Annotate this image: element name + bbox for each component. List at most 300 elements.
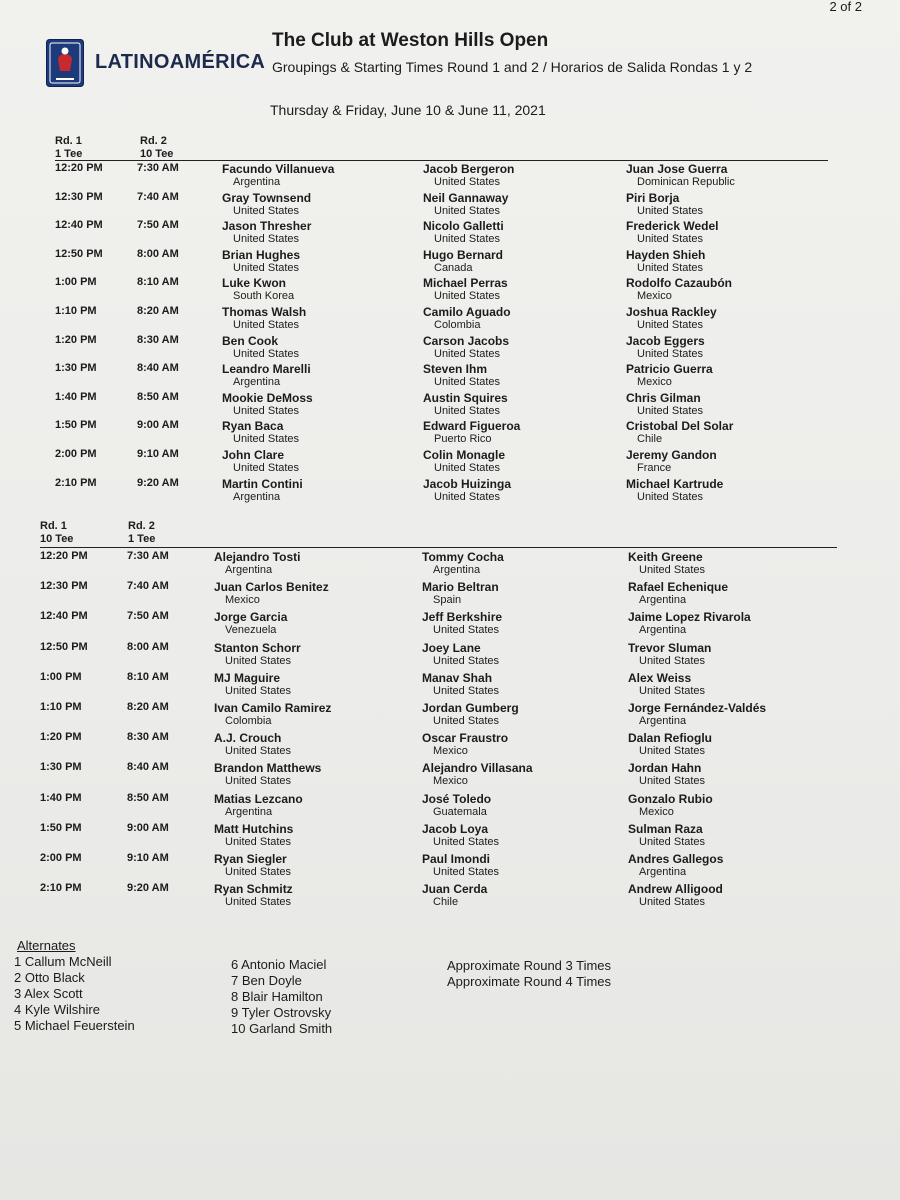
alternate-item: 10 Garland Smith <box>231 1021 333 1036</box>
player-name: Steven Ihm <box>423 362 488 377</box>
player-name: Neil Gannaway <box>423 190 509 205</box>
player-country: United States <box>434 347 501 360</box>
rd1-tee-label: 10 Tee <box>40 533 74 545</box>
group-row <box>0 276 900 305</box>
player-entry <box>423 162 633 188</box>
player-entry <box>422 822 632 848</box>
player-entry <box>626 276 836 302</box>
player-entry <box>222 305 432 331</box>
player-name: Jacob Loya <box>422 821 489 836</box>
group-row <box>0 391 900 420</box>
player-country: France <box>637 462 672 474</box>
round1-time: 1:30 PM <box>40 761 82 774</box>
group-row <box>0 671 900 700</box>
group-row <box>0 448 900 477</box>
player-name: Ryan Siegler <box>214 852 287 866</box>
player-entry <box>423 477 633 503</box>
player-entry <box>422 671 632 697</box>
player-entry <box>423 219 633 245</box>
player-country: United States <box>434 376 501 389</box>
player-entry <box>422 761 632 787</box>
player-country: United States <box>433 624 500 637</box>
player-country: Argentina <box>639 624 687 637</box>
round2-time: 8:00 AM <box>137 247 179 260</box>
group-row <box>0 305 900 334</box>
player-country: United States <box>434 404 501 417</box>
player-name: Gray Townsend <box>222 190 312 205</box>
player-country: United States <box>639 564 706 576</box>
player-entry <box>628 792 838 818</box>
player-country: United States <box>233 204 300 217</box>
round1-time: 12:20 PM <box>40 550 88 562</box>
section1-rd1-header <box>55 135 82 161</box>
alternate-item: 4 Kyle Wilshire <box>14 1002 100 1017</box>
round1-time: 12:40 PM <box>40 610 88 623</box>
round2-time: 8:40 AM <box>137 362 179 375</box>
round1-time: 2:10 PM <box>55 476 97 489</box>
round2-time: 9:00 AM <box>137 419 179 432</box>
player-name: Andrew Alligood <box>628 882 723 897</box>
player-name: Mario Beltran <box>422 580 499 595</box>
alternates-title: Alternates <box>17 938 76 953</box>
sheet-subtitle: Groupings & Starting Times Round 1 and 2 / Horarios de Salida Rondas 1 y 2 <box>272 59 753 75</box>
round1-time: 12:50 PM <box>55 247 103 260</box>
player-country: United States <box>637 204 704 217</box>
player-entry <box>423 391 633 417</box>
player-name: Jordan Hahn <box>628 761 702 776</box>
round2-time: 9:20 AM <box>137 476 179 489</box>
event-dates: Thursday & Friday, June 10 & June 11, 2021 <box>270 102 546 118</box>
player-entry <box>222 362 432 388</box>
round2-time: 9:10 AM <box>127 852 169 864</box>
player-entry <box>423 448 633 474</box>
player-country: United States <box>225 654 292 667</box>
approximate-round4: Approximate Round 4 Times <box>447 974 612 989</box>
group-row <box>0 248 900 277</box>
player-country: United States <box>637 233 704 246</box>
player-name: Facundo Villanueva <box>222 162 335 176</box>
player-name: Chris Gilman <box>626 390 701 405</box>
player-name: Frederick Wedel <box>626 219 719 234</box>
section1-rd2-header <box>140 135 173 161</box>
player-name: Gonzalo Rubio <box>628 791 713 806</box>
player-name: Paul Imondi <box>422 852 491 866</box>
player-entry <box>214 610 424 636</box>
player-country: Argentina <box>233 490 281 503</box>
player-entry <box>626 448 836 474</box>
alternate-item: 1 Callum McNeill <box>14 954 112 969</box>
player-name: Martin Contini <box>222 476 303 491</box>
player-country: United States <box>639 745 706 758</box>
player-name: Thomas Walsh <box>222 305 307 319</box>
player-country: United States <box>225 896 292 909</box>
player-country: United States <box>637 347 704 360</box>
player-entry <box>423 276 633 302</box>
player-country: United States <box>434 204 501 217</box>
player-name: Joey Lane <box>422 640 481 655</box>
round2-time: 7:50 AM <box>137 219 179 232</box>
player-name: Luke Kwon <box>222 276 287 291</box>
round2-time: 8:30 AM <box>137 333 179 346</box>
alternate-item: 5 Michael Feuerstein <box>14 1018 135 1033</box>
player-country: Mexico <box>639 805 674 818</box>
player-name: Camilo Aguado <box>423 305 511 319</box>
player-entry <box>628 731 838 757</box>
player-name: Manav Shah <box>422 670 493 685</box>
group-row <box>0 701 900 730</box>
player-name: MJ Maguire <box>214 670 281 685</box>
player-name: Brian Hughes <box>222 247 301 262</box>
player-country: United States <box>433 654 500 667</box>
section2-divider <box>40 547 837 548</box>
round1-time: 2:00 PM <box>40 852 82 864</box>
player-name: Colin Monagle <box>423 448 505 462</box>
alternate-item: 3 Alex Scott <box>14 986 83 1001</box>
player-entry <box>422 550 632 576</box>
player-country: Argentina <box>639 866 687 878</box>
group-row <box>0 761 900 790</box>
player-name: Joshua Rackley <box>626 305 717 319</box>
group-row <box>0 550 900 579</box>
player-entry <box>214 580 424 606</box>
player-name: Jacob Eggers <box>626 333 705 348</box>
player-name: José Toledo <box>422 791 492 806</box>
player-name: Ben Cook <box>222 333 279 348</box>
round1-time: 1:10 PM <box>40 701 82 713</box>
round1-time: 12:50 PM <box>40 640 88 653</box>
player-country: Mexico <box>433 745 468 758</box>
player-entry <box>423 362 633 388</box>
group-row <box>0 219 900 248</box>
player-name: Trevor Sluman <box>628 640 712 655</box>
rd2-label: Rd. 2 <box>128 520 155 532</box>
rd2-label: Rd. 2 <box>140 135 167 147</box>
player-name: Mookie DeMoss <box>222 390 313 405</box>
alternate-item: 2 Otto Black <box>14 970 85 985</box>
round2-time: 7:40 AM <box>137 190 179 203</box>
section2-rd2-header <box>128 520 155 546</box>
player-country: United States <box>637 319 704 331</box>
round2-time: 8:00 AM <box>127 640 169 653</box>
player-country: Chile <box>637 433 663 446</box>
player-entry <box>222 162 432 188</box>
rd1-label: Rd. 1 <box>55 135 82 147</box>
player-entry <box>222 448 432 474</box>
player-name: John Clare <box>222 448 285 462</box>
player-name: Jacob Bergeron <box>423 162 515 176</box>
player-name: Jorge Fernández-Valdés <box>628 701 767 715</box>
round2-time: 8:10 AM <box>127 670 169 683</box>
player-name: Leandro Marelli <box>222 362 311 377</box>
player-name: Stanton Schorr <box>214 640 301 655</box>
player-entry <box>222 276 432 302</box>
player-name: Hayden Shieh <box>626 247 706 262</box>
player-name: Keith Greene <box>628 550 703 564</box>
group-row <box>0 580 900 609</box>
player-country: Chile <box>433 896 459 909</box>
player-country: United States <box>233 433 300 446</box>
player-name: Alex Weiss <box>628 670 692 685</box>
player-entry <box>626 191 836 217</box>
alternate-item: 7 Ben Doyle <box>231 973 302 988</box>
round2-time: 8:10 AM <box>137 276 179 289</box>
player-country: United States <box>639 684 706 697</box>
player-entry <box>422 882 632 908</box>
player-name: Jeff Berkshire <box>422 610 503 625</box>
player-entry <box>422 580 632 606</box>
player-country: United States <box>233 462 300 474</box>
section2-rd1-header <box>40 520 73 546</box>
player-country: Argentina <box>225 564 273 576</box>
player-country: United States <box>637 261 704 274</box>
player-country: United States <box>639 775 706 788</box>
player-name: Jason Thresher <box>222 219 312 234</box>
rd2-tee-label: 1 Tee <box>128 533 156 545</box>
player-entry <box>626 162 836 188</box>
player-entry <box>222 391 432 417</box>
player-entry <box>626 419 836 445</box>
player-entry <box>422 610 632 636</box>
player-country: United States <box>433 835 500 848</box>
player-name: Rafael Echenique <box>628 580 729 595</box>
player-entry <box>423 305 633 331</box>
round2-time: 7:30 AM <box>127 550 169 562</box>
player-entry <box>422 792 632 818</box>
player-country: United States <box>434 233 501 246</box>
player-entry <box>423 191 633 217</box>
player-country: Venezuela <box>225 624 277 637</box>
approximate-times <box>447 958 611 990</box>
player-country: Colombia <box>225 715 272 727</box>
player-country: Dominican Republic <box>637 176 735 188</box>
player-country: United States <box>434 490 501 503</box>
player-country: Mexico <box>433 775 468 788</box>
approximate-round3: Approximate Round 3 Times <box>447 958 612 973</box>
player-country: United States <box>433 715 500 727</box>
group-row <box>0 362 900 391</box>
player-country: Mexico <box>637 290 672 303</box>
section1-divider <box>55 160 828 161</box>
player-name: Ryan Schmitz <box>214 882 293 897</box>
player-country: Argentina <box>639 715 687 727</box>
round2-time: 7:30 AM <box>137 162 179 174</box>
round1-time: 1:50 PM <box>55 419 97 432</box>
round2-time: 8:50 AM <box>127 791 169 804</box>
round2-time: 9:10 AM <box>137 448 179 460</box>
player-country: United States <box>639 896 706 909</box>
player-name: Jeremy Gandon <box>626 448 717 462</box>
player-country: United States <box>225 775 292 788</box>
player-country: United States <box>233 261 300 274</box>
player-name: Austin Squires <box>423 390 508 405</box>
player-entry <box>626 219 836 245</box>
player-entry <box>626 334 836 360</box>
round2-time: 7:50 AM <box>127 610 169 623</box>
player-entry <box>423 419 633 445</box>
player-country: United States <box>433 684 500 697</box>
player-name: Edward Figueroa <box>423 419 521 434</box>
group-row <box>0 852 900 881</box>
round2-time: 8:20 AM <box>127 701 169 713</box>
player-entry <box>628 580 838 606</box>
player-entry <box>628 641 838 667</box>
group-row <box>0 191 900 220</box>
player-entry <box>214 550 424 576</box>
player-entry <box>214 731 424 757</box>
group-row <box>0 334 900 363</box>
player-entry <box>214 641 424 667</box>
player-name: Matias Lezcano <box>214 791 303 806</box>
group-row <box>0 419 900 448</box>
round2-time: 9:20 AM <box>127 882 169 895</box>
round2-time: 8:50 AM <box>137 390 179 403</box>
round1-time: 2:10 PM <box>40 882 82 895</box>
player-entry <box>222 334 432 360</box>
player-country: United States <box>639 835 706 848</box>
round2-time: 8:30 AM <box>127 731 169 744</box>
rd1-tee-label: 1 Tee <box>55 148 83 160</box>
player-entry <box>628 822 838 848</box>
player-entry <box>222 248 432 274</box>
round1-time: 12:40 PM <box>55 219 103 232</box>
player-name: Michael Kartrude <box>626 476 724 491</box>
player-name: Ivan Camilo Ramirez <box>214 701 332 715</box>
player-country: United States <box>233 233 300 246</box>
player-country: United States <box>434 462 501 474</box>
player-country: Argentina <box>639 594 687 607</box>
player-name: Andres Gallegos <box>628 852 724 866</box>
player-country: United States <box>637 490 704 503</box>
alternate-item: 6 Antonio Maciel <box>231 957 327 972</box>
player-entry <box>214 882 424 908</box>
group-row <box>0 822 900 851</box>
round2-time: 9:00 AM <box>127 821 169 834</box>
player-name: Jacob Huizinga <box>423 476 512 491</box>
player-entry <box>214 852 424 878</box>
rd1-label: Rd. 1 <box>40 520 67 532</box>
player-country: United States <box>233 404 300 417</box>
alternates-column-2 <box>231 957 332 1037</box>
player-entry <box>628 550 838 576</box>
player-entry <box>628 882 838 908</box>
player-entry <box>422 641 632 667</box>
player-name: Juan Carlos Benitez <box>214 580 329 595</box>
player-entry <box>628 761 838 787</box>
alternate-item: 8 Blair Hamilton <box>231 989 323 1004</box>
player-entry <box>214 792 424 818</box>
round1-time: 1:40 PM <box>55 390 97 403</box>
player-name: A.J. Crouch <box>214 731 282 746</box>
player-country: Guatemala <box>433 805 487 818</box>
player-name: Matt Hutchins <box>214 821 294 836</box>
player-country: Argentina <box>225 805 273 818</box>
player-entry <box>626 362 836 388</box>
round1-time: 1:20 PM <box>55 333 97 346</box>
player-entry <box>214 671 424 697</box>
player-name: Carson Jacobs <box>423 333 510 348</box>
player-country: United States <box>637 404 704 417</box>
player-entry <box>422 731 632 757</box>
player-country: United States <box>433 866 500 878</box>
player-entry <box>222 191 432 217</box>
player-name: Juan Cerda <box>422 882 488 897</box>
player-name: Piri Borja <box>626 190 680 205</box>
player-country: United States <box>225 835 292 848</box>
round1-time: 1:50 PM <box>40 821 82 834</box>
player-name: Sulman Raza <box>628 821 703 836</box>
player-country: United States <box>233 347 300 360</box>
round1-time: 1:40 PM <box>40 791 82 804</box>
player-entry <box>626 477 836 503</box>
player-entry <box>214 701 424 727</box>
player-name: Jordan Gumberg <box>422 701 519 715</box>
player-entry <box>222 419 432 445</box>
player-country: United States <box>225 745 292 758</box>
player-entry <box>222 477 432 503</box>
group-row <box>0 792 900 821</box>
rd2-tee-label: 10 Tee <box>140 148 174 160</box>
player-name: Hugo Bernard <box>423 247 504 262</box>
player-country: United States <box>434 176 501 188</box>
player-country: United States <box>233 319 300 331</box>
player-country: Puerto Rico <box>434 433 492 446</box>
player-entry <box>214 761 424 787</box>
player-entry <box>628 701 838 727</box>
group-row <box>0 641 900 670</box>
round2-time: 8:20 AM <box>137 305 179 317</box>
player-country: Canada <box>434 261 473 274</box>
player-country: South Korea <box>233 290 295 303</box>
player-country: Argentina <box>233 376 281 389</box>
player-entry <box>422 701 632 727</box>
round1-time: 1:00 PM <box>55 276 97 289</box>
player-name: Jaime Lopez Rivarola <box>628 610 751 625</box>
player-country: Colombia <box>434 319 481 331</box>
group-row <box>0 477 900 506</box>
group-row <box>0 610 900 639</box>
player-name: Nicolo Galletti <box>423 219 504 234</box>
round2-time: 7:40 AM <box>127 580 169 593</box>
player-country: United States <box>639 654 706 667</box>
round2-time: 8:40 AM <box>127 761 169 774</box>
player-entry <box>626 248 836 274</box>
player-name: Cristobal Del Solar <box>626 419 734 434</box>
player-entry <box>222 219 432 245</box>
round1-time: 1:00 PM <box>40 670 82 683</box>
round1-time: 12:30 PM <box>40 580 88 593</box>
round1-time: 12:30 PM <box>55 190 103 203</box>
player-entry <box>628 610 838 636</box>
player-country: Spain <box>433 594 462 607</box>
player-entry <box>423 334 633 360</box>
tournament-title: The Club at Weston Hills Open <box>272 30 549 51</box>
player-entry <box>628 671 838 697</box>
alternates-column-1 <box>14 954 135 1034</box>
group-row <box>0 882 900 911</box>
player-name: Patricio Guerra <box>626 362 713 377</box>
player-name: Brandon Matthews <box>214 761 322 776</box>
brand-name: LATINOAMÉRICA <box>95 51 266 73</box>
page-number: 2 of 2 <box>829 0 862 14</box>
player-name: Dalan Refioglu <box>628 731 713 746</box>
round1-time: 1:10 PM <box>55 305 97 317</box>
player-entry <box>626 305 836 331</box>
alternate-item: 9 Tyler Ostrovsky <box>231 1005 332 1020</box>
player-name: Juan Jose Guerra <box>626 162 728 176</box>
player-name: Oscar Fraustro <box>422 731 509 746</box>
player-country: United States <box>225 684 292 697</box>
round1-time: 12:20 PM <box>55 162 103 174</box>
